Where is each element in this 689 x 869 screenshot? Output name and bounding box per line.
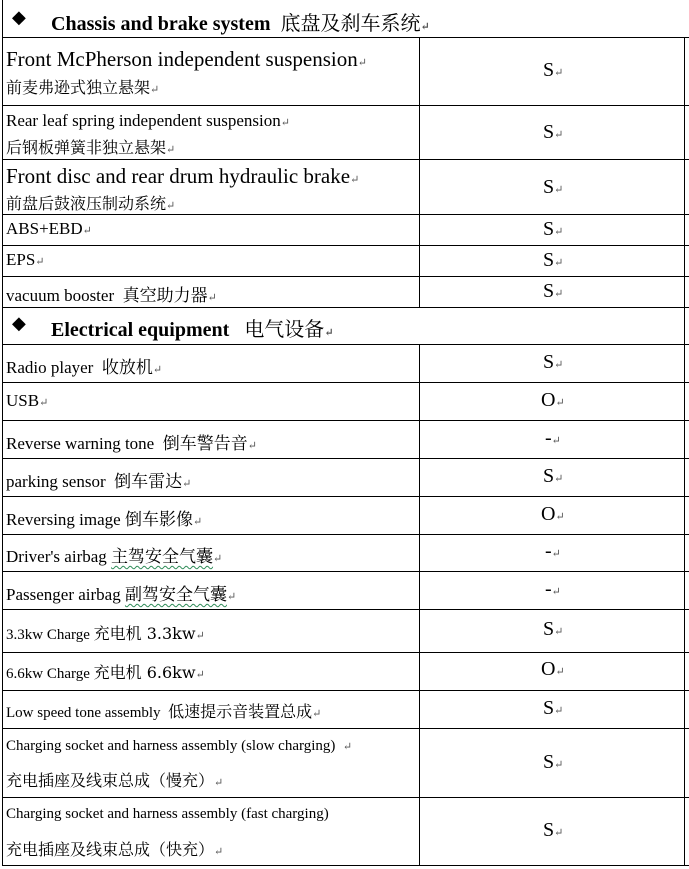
section-title-cn: 底盘及刹车系统 (280, 11, 421, 35)
row-label-cn: 充电插座及线束总成（慢充）↵ (6, 771, 224, 790)
row-value: -↵ (545, 540, 561, 562)
row-label: 3.3kw Charge 充电机 3.3kw↵ (6, 624, 205, 643)
row-value: S↵ (543, 218, 564, 240)
row-label: Reverse warning tone 倒车警告音↵ (6, 434, 257, 454)
row-label-en: Charging socket and harness assembly (slow charging) ↵ (6, 738, 353, 754)
table-row (0, 214, 689, 245)
section-title-en: Electrical equipment (51, 319, 230, 341)
table-row (0, 571, 689, 609)
section-header-electrical (2, 307, 689, 344)
table-row (0, 458, 689, 496)
row-value: S↵ (543, 351, 564, 373)
row-value: S↵ (543, 751, 564, 773)
row-label-en: Front disc and rear drum hydraulic brake↵ (6, 164, 360, 188)
row-value: -↵ (545, 427, 561, 449)
row-label: Passenger airbag 副驾安全气囊↵ (6, 585, 237, 605)
row-value: O↵ (541, 389, 565, 411)
row-label-en: Front McPherson independent suspension↵ (6, 47, 367, 71)
table-row (0, 382, 689, 420)
row-value: S↵ (543, 59, 564, 81)
row-label-en: EPS↵ (6, 250, 45, 269)
table-row (0, 534, 689, 571)
row-label-cn: 前麦弗逊式独立悬架↵ (6, 78, 160, 97)
row-value: S↵ (543, 121, 564, 143)
row-value: O↵ (541, 503, 565, 525)
row-label: 6.6kw Charge 充电机 6.6kw↵ (6, 663, 205, 682)
row-label-en: Rear leaf spring independent suspension↵ (6, 111, 290, 130)
row-value: O↵ (541, 658, 565, 680)
diamond-bullet-icon: ◆ (12, 313, 26, 333)
diamond-bullet-icon: ◆ (12, 7, 26, 27)
row-label-cn: 后钢板弹簧非独立悬架↵ (6, 138, 176, 157)
table-row (0, 728, 689, 797)
table-row (0, 245, 689, 276)
section-title: Electrical equipment 电气设备↵ (51, 317, 334, 341)
row-value: S↵ (543, 618, 564, 640)
table-row (0, 797, 689, 865)
row-value: S↵ (543, 176, 564, 198)
row-label: vacuum booster 真空助力器↵ (6, 286, 217, 306)
row-value: S↵ (543, 280, 564, 302)
row-value: S↵ (543, 249, 564, 271)
row-label-en: ABS+EBD↵ (6, 219, 92, 238)
section-title-cn: 电气设备 (244, 317, 325, 341)
row-label: Driver's airbag 主驾安全气囊↵ (6, 547, 223, 567)
table-row (0, 344, 689, 382)
table-row (0, 690, 689, 728)
row-label: USB↵ (6, 391, 49, 410)
row-value: -↵ (545, 578, 561, 600)
section-title-en: Chassis and brake system (51, 13, 271, 35)
row-label: Reversing image 倒车影像↵ (6, 510, 203, 530)
row-label: Radio player 收放机↵ (6, 358, 163, 378)
section-header-chassis (2, 0, 689, 38)
table-row (0, 37, 689, 105)
row-label: Low speed tone assembly 低速提示音装置总成↵ (6, 702, 322, 721)
section-title: Chassis and brake system 底盘及刹车系统↵ (51, 11, 430, 35)
table-row (0, 420, 689, 458)
row-value: S↵ (543, 465, 564, 487)
table-row (0, 496, 689, 534)
table-row (0, 105, 689, 159)
table-row (0, 652, 689, 690)
row-label: parking sensor 倒车雷达↵ (6, 472, 192, 492)
table-row (0, 276, 689, 307)
table-row (0, 609, 689, 652)
row-value: S↵ (543, 819, 564, 841)
row-label-en: Charging socket and harness assembly (fast charging) (6, 806, 329, 822)
row-value: S↵ (543, 697, 564, 719)
table-row (0, 159, 689, 214)
row-label-cn: 前盘后鼓液压制动系统↵ (6, 194, 176, 213)
row-label-cn: 充电插座及线束总成（快充）↵ (6, 840, 224, 859)
